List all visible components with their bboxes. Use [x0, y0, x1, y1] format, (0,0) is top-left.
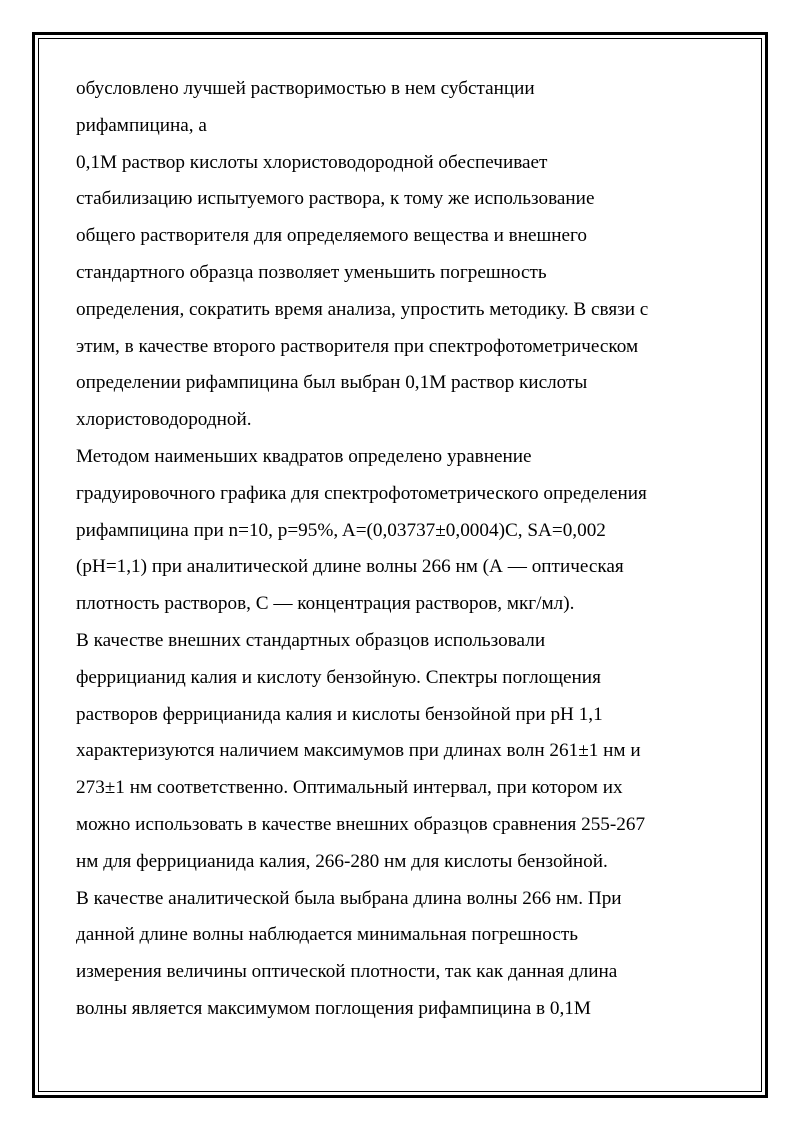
text-line: общего растворителя для определяемого вещества и внешнего — [76, 225, 588, 247]
text-line: стандартного образца позволяет уменьшить погрешность — [76, 261, 547, 283]
text-line: определении рифампицина был выбран 0,1М раствор кислоты — [76, 372, 588, 394]
text-line: определения, сократить время анализа, упростить методику. В связи с — [76, 298, 649, 320]
text-line: нм для феррицианида калия, 266-280 нм для кислоты бензойной. — [76, 850, 608, 872]
text-line: стабилизацию испытуемого раствора, к тому же использование — [76, 188, 595, 210]
text-line: характеризуются наличием максимумов при длинах волн 261±1 нм и — [76, 740, 641, 762]
text-line: измерения величины оптической плотности, так как данная длина — [76, 961, 618, 983]
text-line: В качестве аналитической была выбрана длина волны 266 нм. При — [76, 887, 622, 909]
text-line: 273±1 нм соответственно. Оптимальный интервал, при котором их — [76, 777, 623, 799]
document-body — [76, 71, 736, 1028]
text-line: растворов феррицианида калия и кислоты бензойной при pH 1,1 — [76, 703, 603, 725]
text-line: рифампицина, а — [76, 114, 207, 136]
text-line: (pH=1,1) при аналитической длине волны 266 нм (А — оптическая — [76, 556, 624, 578]
text-line: данной длине волны наблюдается минимальная погрешность — [76, 924, 579, 946]
text-line: феррицианид калия и кислоту бензойную. Спектры поглощения — [76, 666, 601, 688]
text-line: волны является максимумом поглощения рифампицина в 0,1М — [76, 997, 591, 1019]
text-line: 0,1М раствор кислоты хлористоводородной обеспечивает — [76, 151, 548, 173]
text-line: этим, в качестве второго растворителя при спектрофотометрическом — [76, 335, 639, 357]
text-line: обусловлено лучшей растворимостью в нем субстанции — [76, 78, 535, 99]
text-line: хлористоводородной. — [76, 409, 252, 431]
text-line: можно использовать в качестве внешних образцов сравнения 255-267 — [76, 813, 646, 835]
text-line: В качестве внешних стандартных образцов использовали — [76, 629, 546, 651]
text-line: градуировочного графика для спектрофотометрического определения — [76, 482, 647, 504]
text-line: рифампицина при n=10, p=95%, A=(0,03737±0,0004)С, SA=0,002 — [76, 519, 606, 541]
text-line: плотность растворов, С — концентрация растворов, мкг/мл). — [76, 593, 575, 615]
text-line: Методом наименьших квадратов определено уравнение — [76, 445, 532, 467]
